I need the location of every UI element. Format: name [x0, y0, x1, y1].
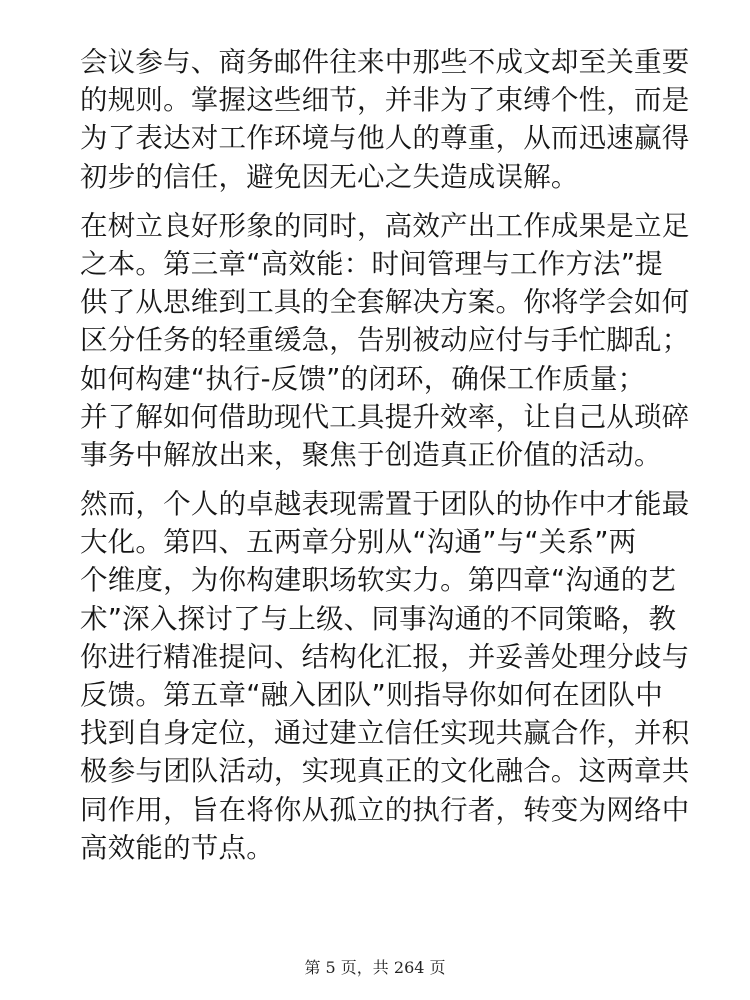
- text-line: 并了解如何借助现代工具提升效率，让自己从琐碎: [80, 400, 690, 433]
- text-line: 初步的信任，避免因无心之失造成误解。: [80, 160, 579, 193]
- paragraph-2: [80, 207, 690, 474]
- text-line: 反馈。第五章“融入团队”则指导你如何在团队中: [80, 679, 663, 711]
- page-number-footer: 第 5 页，共 264 页: [304, 958, 446, 977]
- text-line: 术”深入探讨了与上级、同事沟通的不同策略，教: [80, 602, 677, 635]
- text-line: 个维度，为你构建职场软实力。第四章“沟通的艺: [80, 564, 677, 597]
- text-line: 然而，个人的卓越表现需置于团队的协作中才能最: [80, 488, 690, 521]
- paragraph-3: [80, 485, 690, 867]
- text-line: 为了表达对工作环境与他人的尊重，从而迅速赢得: [80, 122, 690, 155]
- text-line: 区分任务的轻重缓急，告别被动应付与手忙脚乱；: [80, 324, 690, 357]
- text-line: 大化。第四、五两章分别从“沟通”与“关系”两: [80, 526, 637, 559]
- text-line: 供了从思维到工具的全套解决方案。你将学会如何: [80, 286, 690, 319]
- text-line: 的规则。掌握这些细节，并非为了束缚个性，而是: [80, 84, 690, 117]
- text-line: 同作用，旨在将你从孤立的执行者，转变为网络中: [80, 793, 690, 826]
- text-line: 会议参与、商务邮件往来中那些不成文却至关重要: [80, 46, 690, 78]
- text-line: 极参与团队活动，实现真正的文化融合。这两章共: [80, 755, 690, 788]
- body-text: [80, 43, 690, 878]
- text-line: 你进行精准提问、结构化汇报，并妥善处理分歧与: [80, 640, 690, 673]
- paragraph-1: [80, 43, 690, 196]
- text-line: 在树立良好形象的同时，高效产出工作成果是立足: [80, 209, 690, 242]
- text-line: 找到自身定位，通过建立信任实现共赢合作，并积: [80, 717, 690, 750]
- text-line: 之本。第三章“高效能：时间管理与工作方法”提: [80, 247, 663, 280]
- text-line: 高效能的节点。: [80, 831, 274, 864]
- text-line: 事务中解放出来，聚焦于创造真正价值的活动。: [80, 438, 662, 471]
- text-line: 如何构建“执行-反馈”的闭环，确保工作质量；: [80, 362, 646, 395]
